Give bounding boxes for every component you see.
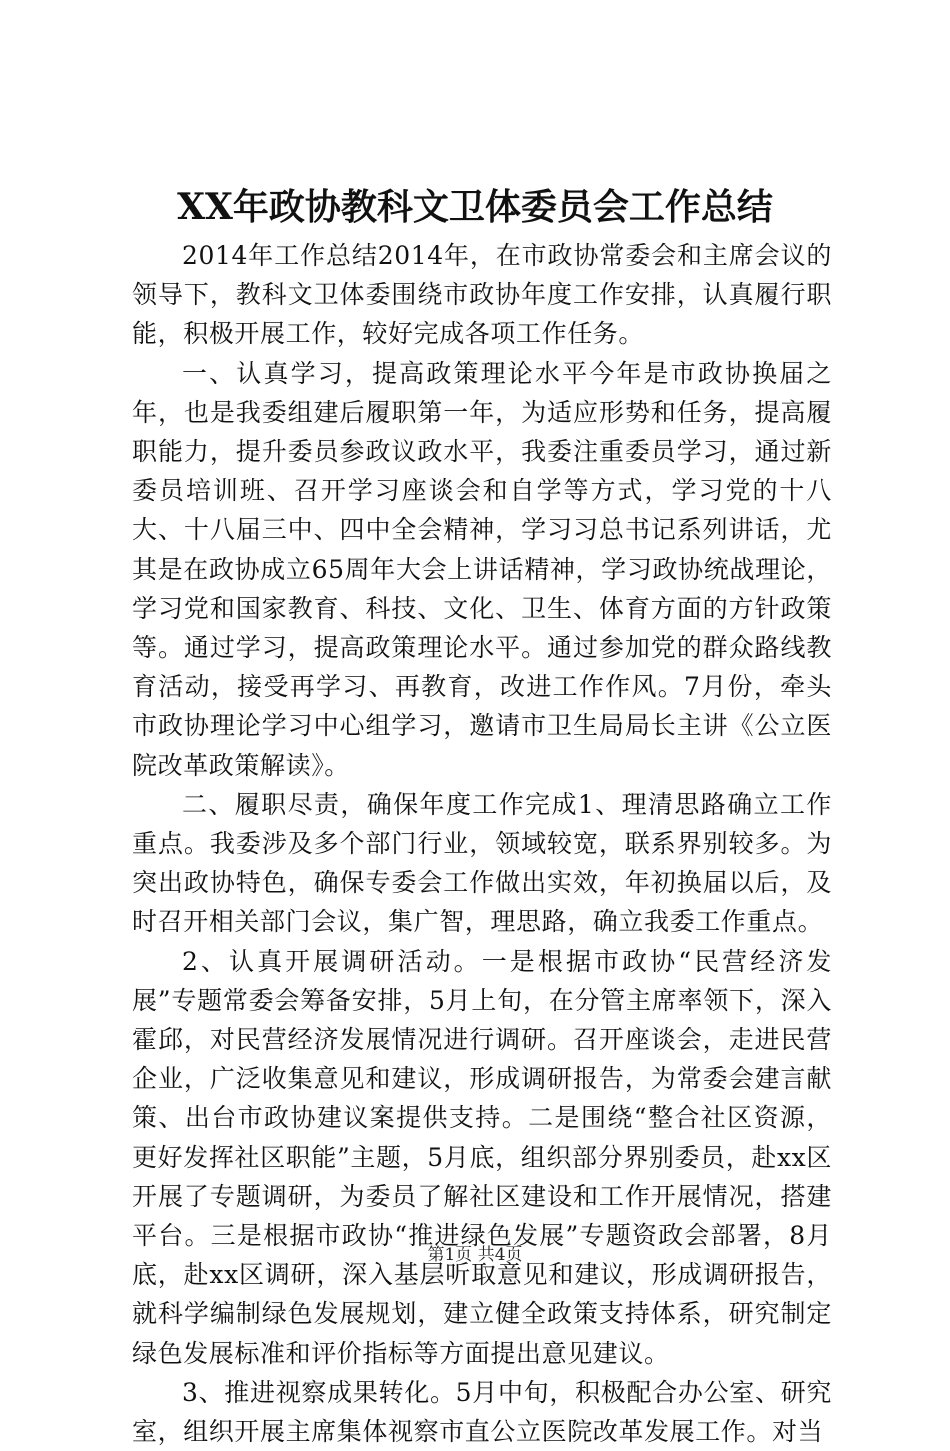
paragraph-intro: 2014年工作总结2014年，在市政协常委会和主席会议的领导下，教科文卫体委围绕市政协年度工作安排，认真履行职能，积极开展工作，较好完成各项工作任务。 — [132, 241, 832, 349]
page-footer: 第1页 共4页 — [427, 1245, 523, 1265]
paragraph-study: 一、认真学习，提高政策理论水平今年是市政协换届之年，也是我委组建后履职第一年，为适应形势和任务，提高履职能力，提升委员参政议政水平，我委注重委员学习，通过新委员培训班、召开学习座谈会和自学等方式，学习党的十八大、十八届三中、四中全会精神，学习习总书记系列讲话，尤其是在政协成立65周年大会上讲话精神，学习政协统战理论，学习党和国家教育、科技、文化、卫生、体育方面的方针政策等。通过学习，提高政策理论水平。通过参加党的群众路线教育活动，接受再学习、再教育，改进工作作风。7月份，牵头市政协理论学习中心组学习，邀请市卫生局局长主讲《公立医院改革政策解读》。 — [132, 358, 832, 780]
paragraph-duties: 二、履职尽责，确保年度工作完成1、理清思路确立工作重点。我委涉及多个部门行业，领域较宽，联系界别较多。为突出政协特色，确保专委会工作做出实效，年初换届以后，及时召开相关部门会议，集广智，理思路，确立我委工作重点。 — [132, 789, 832, 937]
paragraph-research: 2、认真开展调研活动。一是根据市政协“民营经济发展”专题常委会筹备安排，5月上旬，在分管主席率领下，深入霍邱，对民营经济发展情况进行调研。召开座谈会，走进民营企业，广泛收集意见和建议，形成调研报告，为常委会建言献策、出台市政协建议案提供支持。二是围绕“整合社区资源，更好发挥社区职能”主题，5月底，组织部分界别委员，赴xx区开展了专题调研，为委员了解社区建设和工作开展情况，搭建平台。三是根据市政协“推进绿色发展”专题资政会部署，8月底，赴xx区调研，深入基层听取意见和建议，形成调研报告，就科学编制绿色发展规划，建立健全政策支持体系，研究制定绿色发展标准和评价指标等方面提出意见建议。 — [132, 946, 832, 1368]
document-body — [132, 236, 832, 1451]
paragraph-inspection: 3、推进视察成果转化。5月中旬，积极配合办公室、研究室，组织开展主席集体视察市直公立医院改革发展工作。对当 — [132, 1377, 832, 1447]
document-title: XX年政协教科文卫体委员会工作总结 — [177, 186, 773, 228]
